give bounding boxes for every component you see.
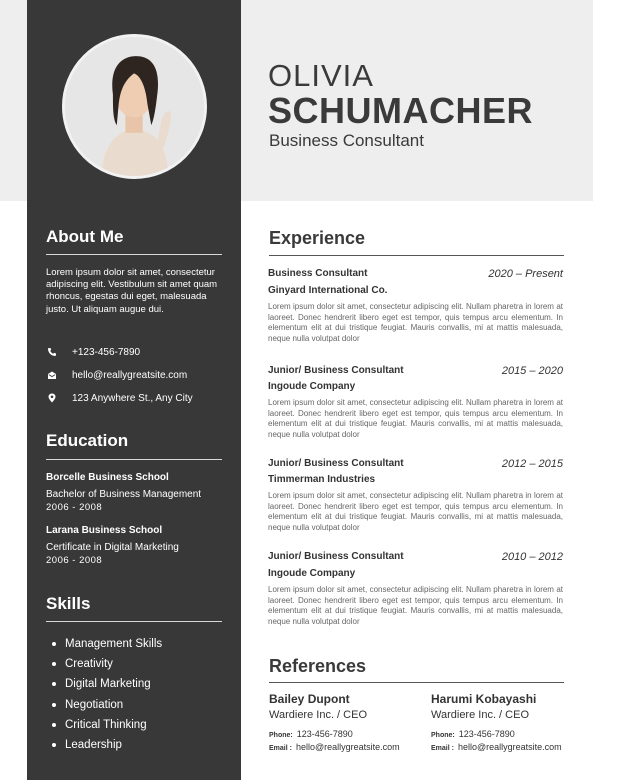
bullet-icon — [52, 682, 56, 686]
skill-label: Critical Thinking — [65, 718, 147, 731]
reference-email — [269, 742, 400, 752]
bullet-icon — [52, 723, 56, 727]
job-title: Junior/ Business Consultant — [268, 458, 404, 469]
references-heading: References — [269, 656, 367, 676]
list-item — [52, 654, 162, 674]
job-company: Timmerman Industries — [268, 474, 376, 485]
about-divider — [46, 254, 222, 255]
education-heading: Education — [46, 431, 129, 450]
contact-phone-text: +123-456-7890 — [72, 346, 141, 358]
experience-divider — [269, 255, 564, 256]
reference-phone-value: 123-456-7890 — [296, 729, 353, 739]
phone-label: Phone: — [431, 732, 455, 739]
phone-label: Phone: — [269, 732, 293, 739]
reference-email-value: hello@reallygreatsite.com — [457, 742, 562, 752]
reference-phone — [431, 729, 515, 739]
job-years: 2020 – Present — [488, 268, 563, 280]
education-divider — [46, 459, 222, 460]
education-school: Borcelle Business School — [46, 472, 169, 483]
envelope-icon — [46, 369, 58, 381]
references-divider — [269, 682, 564, 683]
reference-phone — [269, 729, 353, 739]
bullet-icon — [52, 703, 56, 707]
job-description: Lorem ipsum dolor sit amet, consectetur adipiscing elit. Nullam pharetra in lorem at laoreet. Donec hendrerit libero eget est tempor, quis tempus arcu elementum. In elementum elit at dui tristique feugiat. Mauris convallis, mi at mattis malesuada, neque nulla volutpat dolor — [268, 398, 563, 439]
list-item — [52, 695, 162, 715]
education-degree: Certificate in Digital Marketing — [46, 542, 179, 553]
email-label: Email : — [269, 745, 292, 752]
skills-list — [52, 634, 162, 755]
contact-address-text: 123 Anywhere St., Any City — [72, 392, 193, 404]
job-years: 2015 – 2020 — [501, 365, 563, 377]
contact-email — [46, 368, 187, 382]
contact-address — [46, 391, 193, 405]
contact-email-text: hello@reallygreatsite.com — [72, 369, 188, 381]
skill-label: Digital Marketing — [65, 678, 151, 691]
job-years: 2012 – 2015 — [501, 458, 563, 470]
job-description: Lorem ipsum dolor sit amet, consectetur adipiscing elit. Nullam pharetra in lorem at laoreet. Donec hendrerit libero eget est tempor, quis tempus arcu elementum. In elementum elit at dui tristique feugiat. Mauris convallis, mi at mattis malesuada, neque nulla volutpat dolor — [268, 302, 563, 343]
skill-label: Creativity — [65, 658, 113, 671]
education-years: 2006 - 2008 — [46, 555, 103, 566]
job-title: Business Consultant — [268, 268, 368, 279]
experience-heading: Experience — [269, 228, 366, 248]
about-text: Lorem ipsum dolor sit amet, consectetur adipiscing elit. Vestibulum sit amet quam rhoncus, egestas dui eget, malesuada justo. Ut aliquam augue dui. — [46, 267, 218, 315]
skill-label: Leadership — [65, 739, 122, 752]
list-item — [52, 735, 162, 755]
bullet-icon — [52, 642, 56, 646]
location-pin-icon — [46, 392, 58, 404]
reference-phone-value: 123-456-7890 — [458, 729, 515, 739]
skills-divider — [46, 621, 222, 622]
skill-label: Management Skills — [65, 638, 163, 651]
reference-org: Wardiere Inc. / CEO — [269, 709, 368, 721]
job-title: Junior/ Business Consultant — [268, 365, 404, 376]
education-school: Larana Business School — [46, 525, 163, 536]
job-description: Lorem ipsum dolor sit amet, consectetur adipiscing elit. Nullam pharetra in lorem at laoreet. Donec hendrerit libero eget est tempor, quis tempus arcu elementum. In elementum elit at dui tristique feugiat. Mauris convallis, mi at mattis malesuada, neque nulla volutpat dolor — [268, 585, 563, 626]
job-company: Ginyard International Co. — [268, 285, 388, 296]
bullet-icon — [52, 662, 56, 666]
reference-name: Bailey Dupont — [269, 692, 350, 706]
contact-phone — [46, 345, 140, 359]
job-role: Business Consultant — [269, 131, 424, 150]
last-name: SCHUMACHER — [268, 90, 533, 131]
reference-name: Harumi Kobayashi — [431, 692, 537, 706]
skills-heading: Skills — [46, 594, 91, 613]
phone-icon — [46, 346, 58, 358]
reference-org: Wardiere Inc. / CEO — [431, 709, 530, 721]
reference-email-value: hello@reallygreatsite.com — [295, 742, 400, 752]
list-item — [52, 674, 162, 694]
list-item — [52, 634, 162, 654]
job-description: Lorem ipsum dolor sit amet, consectetur adipiscing elit. Nullam pharetra in lorem at laoreet. Donec hendrerit libero eget est tempor, quis tempus arcu elementum. In elementum elit at dui tristique feugiat. Mauris convallis, mi at mattis malesuada, neque nulla volutpat dolor — [268, 491, 563, 532]
job-company: Ingoude Company — [268, 568, 356, 579]
profile-photo — [62, 34, 207, 179]
first-name: OLIVIA — [268, 58, 374, 93]
education-degree: Bachelor of Business Management — [46, 489, 202, 500]
education-years: 2006 - 2008 — [46, 502, 103, 513]
portrait-illustration — [65, 37, 204, 176]
email-label: Email : — [431, 745, 454, 752]
job-company: Ingoude Company — [268, 381, 356, 392]
skill-label: Negotiation — [65, 698, 124, 711]
job-years: 2010 – 2012 — [501, 551, 563, 563]
reference-email — [431, 742, 562, 752]
bullet-icon — [52, 743, 56, 747]
list-item — [52, 715, 162, 735]
job-title: Junior/ Business Consultant — [268, 551, 404, 562]
about-heading: About Me — [46, 227, 124, 246]
